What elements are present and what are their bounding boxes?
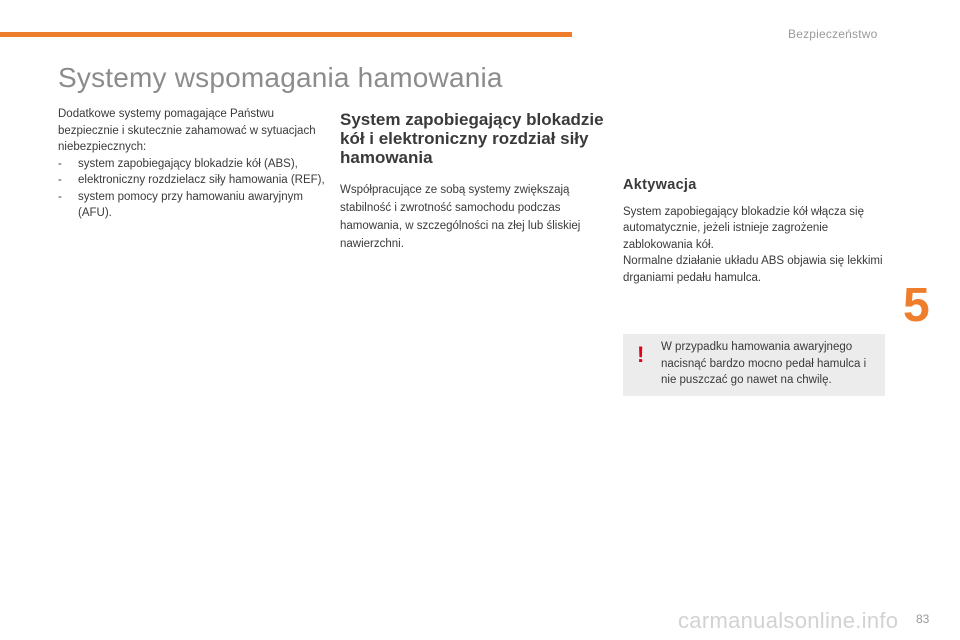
list-item: - system zapobiegający blokadzie kół (ABS), [58, 157, 298, 170]
abs-text: Współpracujące ze sobą systemy zwiększają stabilność i zwrotność samochodu podczas hamowania, w szczególności na złej lub śliskiej nawierzchni. [340, 184, 581, 250]
header-accent-bar [0, 32, 572, 37]
page-title: Systemy wspomagania hamowania [58, 62, 503, 93]
section-name: Bezpieczeństwo [788, 27, 878, 41]
exclamation-icon: ! [637, 342, 645, 367]
abs-heading: System zapobiegający blokadzie kół i elektroniczny rozdział siły hamowania [340, 110, 604, 167]
activation-text-2: Normalne działanie układu ABS objawia się lekkimi drganiami pedału hamulca. [623, 255, 883, 284]
list-item: - elektroniczny rozdzielacz siły hamowania (REF), [58, 174, 325, 186]
activation-heading: Aktywacja [623, 177, 697, 193]
list-item: - system pomocy przy hamowaniu awaryjnym (AFU). [58, 190, 303, 219]
activation-section [623, 177, 883, 286]
warning-text: W przypadku hamowania awaryjnego nacisnąć bardzo mocno pedał hamulca i nie puszczać go nawet na chwilę. [661, 341, 867, 386]
watermark: carmanualsonline.info [678, 608, 899, 633]
intro-text: Dodatkowe systemy pomagające Państwu bezpiecznie i skutecznie zahamować w sytuacjach niebezpiecznych: [58, 108, 316, 153]
page-number: 83 [916, 612, 930, 626]
systems-list [58, 156, 328, 222]
warning-box [623, 334, 885, 396]
intro-column [58, 106, 328, 222]
activation-text-1: System zapobiegający blokadzie kół włącza się automatycznie, jeżeli istnieje zagrożenie zablokowania kół. [623, 205, 864, 251]
abs-section [340, 110, 605, 253]
chapter-number: 5 [903, 279, 930, 332]
